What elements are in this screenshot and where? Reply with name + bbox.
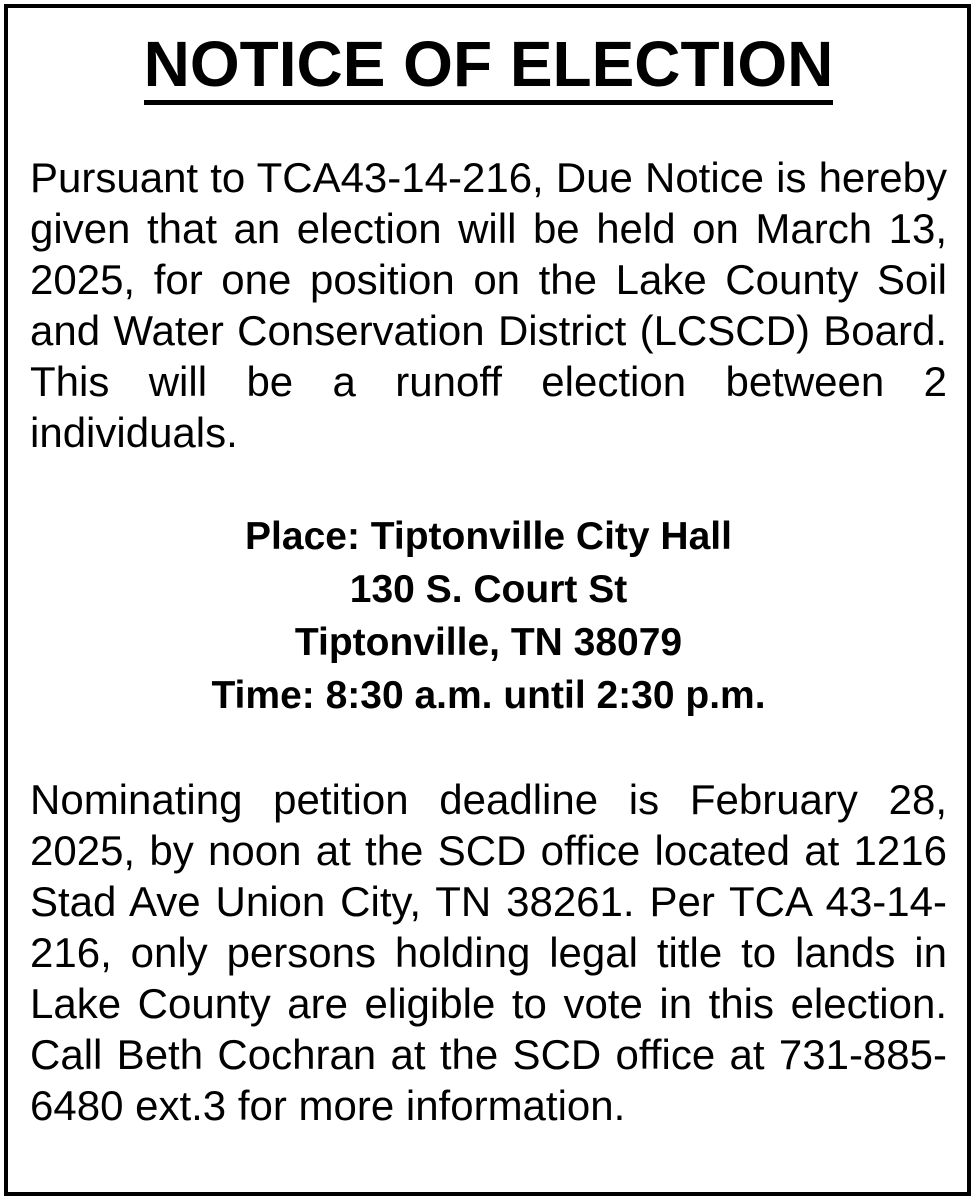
- location-block: [30, 510, 947, 722]
- intro-paragraph: Pursuant to TCA43-14-216, Due Notice is hereby given that an election will be held on March 13, 2025, for one position on the Lake County Soil and Water Conservation District (LCSCD) Board. This will be a runoff election between 2 individuals.: [30, 154, 947, 456]
- place-line: Place: Tiptonville City Hall: [245, 515, 732, 558]
- city-line: Tiptonville, TN 38079: [294, 621, 683, 664]
- time-line: Time: 8:30 a.m. until 2:30 p.m.: [211, 674, 766, 717]
- street-line: 130 S. Court St: [349, 568, 628, 611]
- notice-box: [4, 4, 971, 1196]
- notice-title: NOTICE OF ELECTION: [144, 30, 834, 105]
- details-paragraph: Nominating petition deadline is February 28, 2025, by noon at the SCD office located at 1216 Stad Ave Union City, TN 38261. Per TCA 43-14-216, only persons holding legal title to lands in Lake County are eligible to vote in this election. Call Beth Cochran at the SCD office at 731-885-6480 ext.3 for more information.: [30, 776, 947, 1129]
- title-container: [30, 30, 947, 116]
